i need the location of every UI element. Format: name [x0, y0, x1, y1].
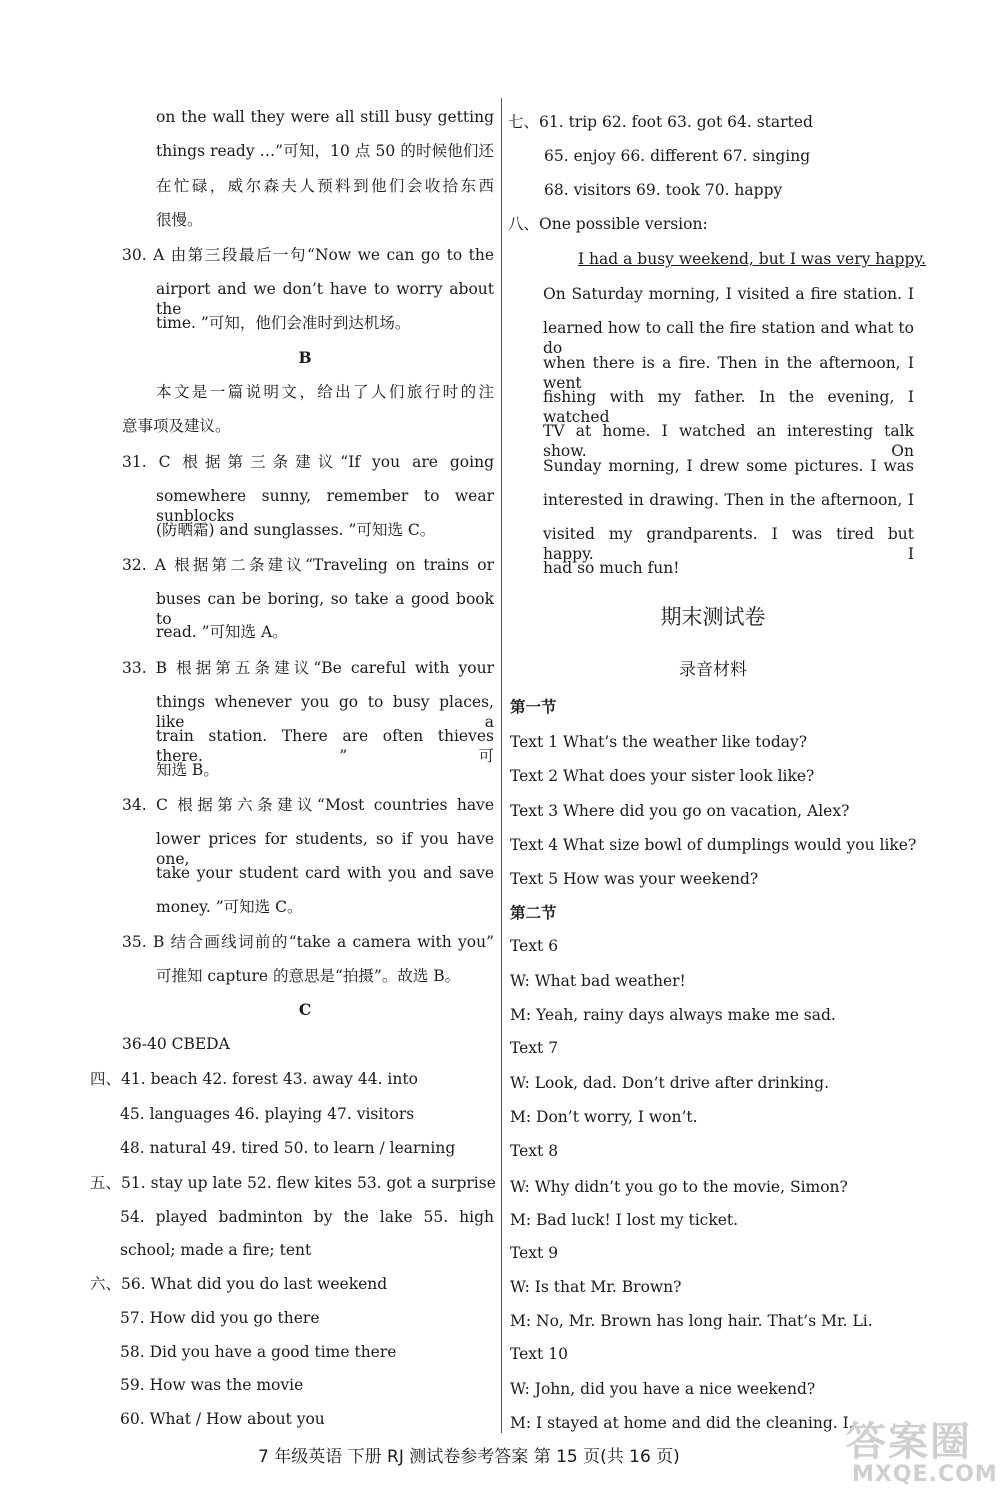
text-line: 59. How was the movie: [120, 1376, 304, 1394]
text-line: C: [298, 1000, 312, 1019]
text-line: 很慢。: [156, 211, 203, 229]
text-line: 34. C 根据第六条建议“Most countries have: [122, 796, 494, 814]
transcript-line: Text 10: [510, 1345, 568, 1363]
transcript-line: M: I stayed at home and did the cleaning. I...: [510, 1414, 864, 1432]
text-line: visited my grandparents. I was tired but happy. I: [543, 525, 914, 563]
watermark-logo: [832, 1410, 998, 1490]
text-line: on the wall they were all still busy getting: [156, 108, 494, 126]
text-line: time. ”可知，他们会准时到达机场。: [156, 314, 411, 332]
text-line: 54. played badminton by the lake 55. high: [120, 1208, 494, 1226]
text-line: money. ”可知选 C。: [156, 898, 303, 916]
text-line: 45. languages 46. playing 47. visitors: [120, 1105, 415, 1123]
transcript-line: M: Don’t worry, I won’t.: [510, 1108, 698, 1126]
text-line: train station. There are often thieves there. ”可: [156, 727, 494, 765]
text-line: 可推知 capture 的意思是“拍摄”。故选 B。: [156, 967, 461, 985]
text-line: school; made a fire; tent: [120, 1241, 312, 1259]
text-line: 四、41. beach 42. forest 43. away 44. into: [90, 1070, 418, 1088]
text-line: (防晒霜) and sunglasses. ”可知选 C。: [156, 521, 436, 539]
text-line: 35. B 结合画线词前的“take a camera with you”: [122, 933, 494, 951]
text-line: take your student card with you and save: [156, 864, 494, 882]
transcript-line: Text 5 How was your weekend?: [510, 870, 759, 888]
text-line: interested in drawing. Then in the afternoon, I: [543, 491, 914, 509]
transcript-line: M: Bad luck! I lost my ticket.: [510, 1211, 739, 1229]
text-line: 六、56. What did you do last weekend: [90, 1275, 388, 1293]
text-line: airport and we don’t have to worry about the: [156, 280, 494, 318]
text-line: 36-40 CBEDA: [122, 1035, 230, 1053]
text-line: learned how to call the fire station and what to do: [543, 319, 914, 357]
text-line: 本文是一篇说明文，给出了人们旅行时的注: [156, 383, 494, 401]
text-line: 30. A 由第三段最后一句“Now we can go to the: [122, 246, 494, 264]
text-line: 33. B 根据第五条建议“Be careful with your: [122, 659, 494, 677]
text-line: when there is a fire. Then in the afternoon, I went: [543, 354, 914, 392]
transcript-line: W: What bad weather!: [510, 972, 686, 990]
transcript-line: Text 3 Where did you go on vacation, Alex?: [510, 802, 850, 820]
text-line: 58. Did you have a good time there: [120, 1343, 397, 1361]
text-line: 65. enjoy 66. different 67. singing: [544, 147, 811, 165]
column-divider: [501, 98, 502, 1433]
transcript-line: W: Look, dad. Don’t drive after drinking.: [510, 1074, 830, 1092]
text-line: I had a busy weekend, but I was very happy.: [578, 250, 926, 268]
text-line: On Saturday morning, I visited a fire station. I: [543, 285, 914, 303]
text-line: fishing with my father. In the evening, I watched: [543, 388, 914, 426]
text-line: 57. How did you go there: [120, 1309, 320, 1327]
text-line: 七、61. trip 62. foot 63. got 64. started: [508, 113, 813, 131]
text-line: 知选 B。: [156, 761, 219, 779]
transcript-line: Text 2 What does your sister look like?: [510, 767, 815, 785]
text-line: B: [298, 348, 312, 367]
transcript-line: Text 7: [510, 1039, 559, 1057]
transcript-line: Text 9: [510, 1244, 559, 1262]
text-line: buses can be boring, so take a good book to: [156, 590, 494, 628]
text-line: Sunday morning, I drew some pictures. I was: [543, 457, 914, 475]
text-line: 32. A 根据第二条建议“Traveling on trains or: [122, 556, 494, 574]
transcript-line: M: Yeah, rainy days always make me sad.: [510, 1006, 836, 1024]
text-line: 在忙碌，威尔森夫人预料到他们会收拾东西: [156, 177, 494, 195]
transcript-line: 第一节: [510, 697, 557, 716]
transcript-line: 第二节: [510, 903, 557, 922]
watermark-title: 答案圈: [846, 1419, 972, 1465]
text-line: 五、51. stay up late 52. flew kites 53. got a surprise: [90, 1174, 496, 1192]
transcript-line: M: No, Mr. Brown has long hair. That’s Mr. Li.: [510, 1312, 873, 1330]
text-line: 意事项及建议。: [122, 417, 231, 435]
transcript-line: Text 6: [510, 937, 559, 955]
text-line: 60. What / How about you: [120, 1410, 325, 1428]
text-line: somewhere sunny, remember to wear sunblocks: [156, 487, 494, 525]
text-line: had so much fun!: [543, 559, 680, 577]
text-line: 八、One possible version:: [508, 215, 708, 233]
transcript-line: W: Why didn’t you go to the movie, Simon?: [510, 1178, 848, 1196]
transcript-line: W: Is that Mr. Brown?: [510, 1278, 682, 1296]
transcript-line: Text 4 What size bowl of dumplings would you like?: [510, 836, 917, 854]
text-line: lower prices for students, so if you have one,: [156, 830, 494, 868]
page-footer: 7 年级英语 下册 RJ 测试卷参考答案 第 15 页(共 16 页): [258, 1447, 680, 1467]
section-title: 期末测试卷: [660, 605, 766, 629]
text-line: things whenever you go to busy places, like a: [156, 693, 494, 731]
transcript-line: Text 8: [510, 1142, 559, 1160]
text-line: 68. visitors 69. took 70. happy: [544, 181, 783, 199]
text-line: 48. natural 49. tired 50. to learn / learning: [120, 1139, 456, 1157]
text-line: 31. C 根据第三条建议“If you are going: [122, 453, 494, 471]
text-line: TV at home. I watched an interesting talk show. On: [543, 422, 914, 460]
watermark-url: MXQE.COM: [852, 1462, 998, 1487]
text-line: things ready …”可知，10 点 50 的时候他们还: [156, 142, 494, 160]
text-line: read. ”可知选 A。: [156, 623, 288, 641]
transcript-line: W: John, did you have a nice weekend?: [510, 1380, 816, 1398]
transcript-line: Text 1 What’s the weather like today?: [510, 733, 808, 751]
section-subtitle: 录音材料: [679, 660, 747, 680]
